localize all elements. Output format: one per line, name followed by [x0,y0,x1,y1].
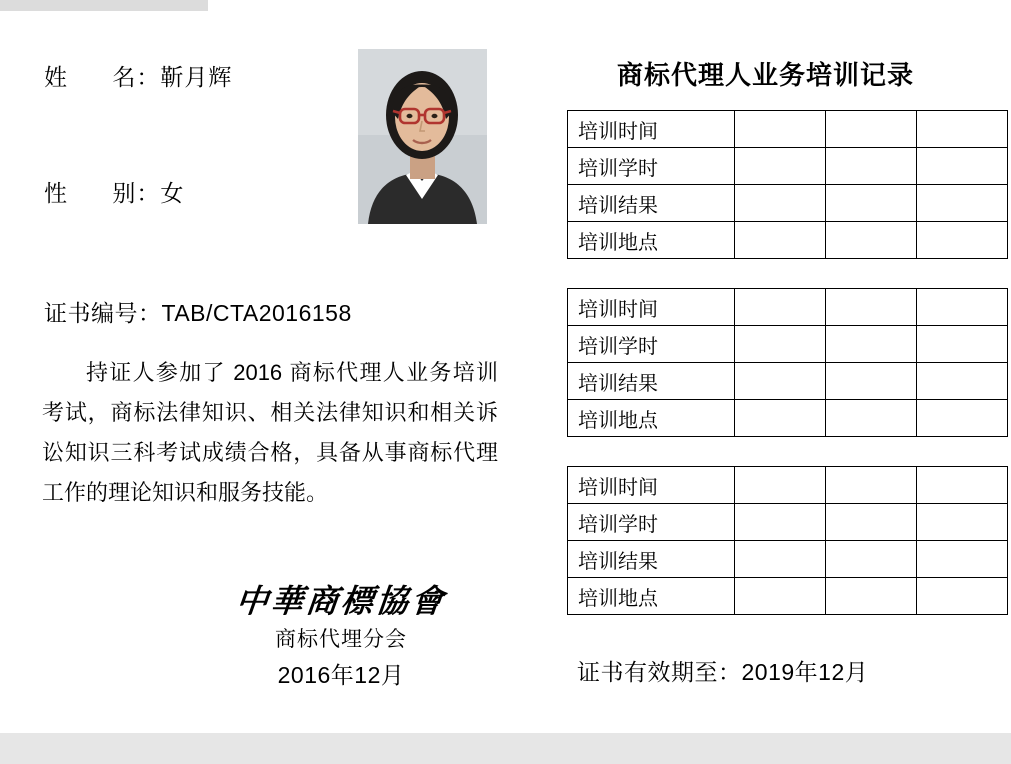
row-cell [917,541,1008,578]
certificate-number-label: 证书编号： [44,300,162,326]
table-row [568,111,1008,148]
training-record-table-3 [567,466,1008,615]
training-record-table-2 [567,288,1008,437]
row-cell [735,289,826,326]
table-row [568,504,1008,541]
row-cell [826,467,917,504]
certificate-page [0,11,1011,733]
issuer-block [228,583,454,690]
certificate-number-field [44,295,352,328]
row-cell [735,111,826,148]
row-cell [735,578,826,615]
table-row [568,185,1008,222]
validity-field [577,654,868,687]
row-cell [917,467,1008,504]
gender-field [44,175,184,208]
row-label: 培训结果 [568,363,735,400]
table-row [568,222,1008,259]
row-cell [917,148,1008,185]
row-cell [826,222,917,259]
row-cell [917,185,1008,222]
table-row [568,363,1008,400]
table-row [568,326,1008,363]
row-cell [826,326,917,363]
row-cell [917,222,1008,259]
row-label: 培训时间 [568,111,735,148]
row-cell [735,541,826,578]
table-row [568,467,1008,504]
issue-date: 2016年12月 [277,662,405,688]
name-label: 姓 名： [44,64,161,90]
row-cell [735,148,826,185]
row-cell [735,326,826,363]
row-cell [826,111,917,148]
certificate-left-panel [0,11,520,733]
certificate-number-value: TAB/CTA2016158 [161,300,352,326]
name-value: 靳月辉 [160,64,233,90]
row-cell [917,289,1008,326]
portrait-photo-graphic [358,49,487,224]
row-cell [735,400,826,437]
row-cell [826,578,917,615]
validity-value: 2019年12月 [741,659,869,685]
table-row [568,541,1008,578]
row-label: 培训结果 [568,541,735,578]
row-cell [917,326,1008,363]
table-row [568,400,1008,437]
row-label: 培训地点 [568,400,735,437]
gender-label: 性 别： [44,180,161,206]
row-cell [735,467,826,504]
table-row [568,289,1008,326]
table-row [568,578,1008,615]
row-cell [735,504,826,541]
certificate-right-panel [520,11,1011,733]
validity-label: 证书有效期至： [577,659,742,685]
issuer-branch: 商标代埋分会 [275,628,407,651]
issuer-seal-text: 中華商標協會 [233,582,448,620]
row-cell [826,148,917,185]
row-cell [826,363,917,400]
row-label: 培训学时 [568,504,735,541]
name-field [44,59,232,92]
row-label: 培训时间 [568,289,735,326]
row-cell [826,504,917,541]
row-label: 培训结果 [568,185,735,222]
row-cell [735,363,826,400]
row-cell [826,400,917,437]
training-record-table-1 [567,110,1008,259]
row-cell [735,185,826,222]
window-title-tab [0,0,208,11]
row-cell [917,400,1008,437]
gender-value: 女 [160,180,185,206]
row-cell [917,363,1008,400]
row-label: 培训地点 [568,578,735,615]
portrait-photo [358,49,487,224]
row-label: 培训学时 [568,326,735,363]
row-cell [917,504,1008,541]
row-label: 培训时间 [568,467,735,504]
row-cell [917,578,1008,615]
row-cell [917,111,1008,148]
row-cell [735,222,826,259]
row-cell [826,185,917,222]
bottom-status-strip [0,733,1011,764]
table-row [568,148,1008,185]
row-cell [826,289,917,326]
training-record-title: 商标代理人业务培训记录 [616,60,914,90]
row-label: 培训地点 [568,222,735,259]
row-label: 培训学时 [568,148,735,185]
row-cell [826,541,917,578]
certificate-body-text: 持证人参加了 2016 商标代理人业务培训考试，商标法律知识、相关法律知识和相关诉讼知识三科考试成绩合格，具备从事商标代理工作的理论知识和服务技能。 [42,360,498,505]
